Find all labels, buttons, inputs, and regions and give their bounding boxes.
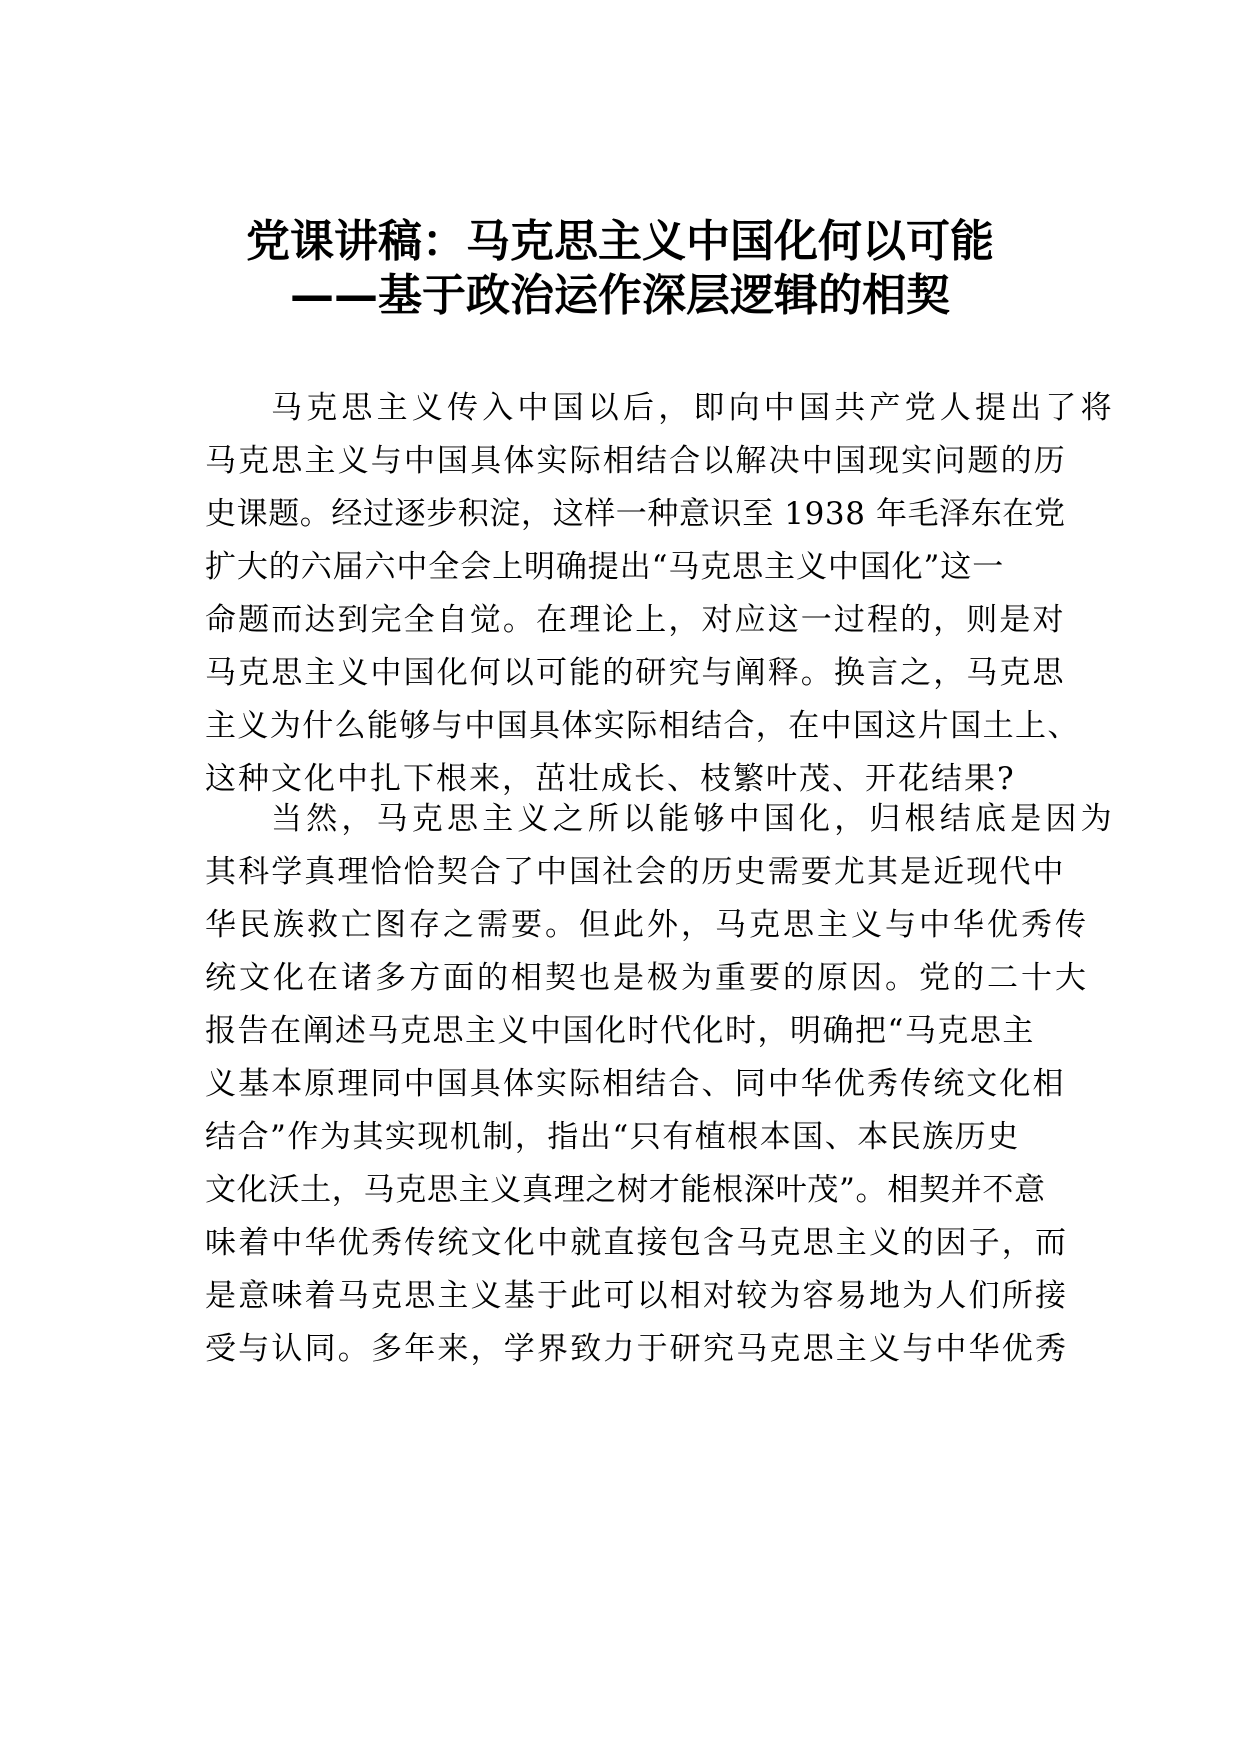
- paragraph-line: 报告在阐述马克思主义中国化时代化时，明确把“马克思主: [205, 1013, 1035, 1049]
- paragraph-line: 华民族救亡图存之需要。但此外，马克思主义与中华优秀传: [205, 907, 1089, 943]
- paragraph-line: 这种文化中扎下根来，茁壮成长、枝繁叶茂、开花结果?: [205, 761, 1016, 797]
- paragraph-line: 马克思主义传入中国以后，即向中国共产党人提出了将: [271, 390, 1116, 426]
- paragraph-line: 史课题。经过逐步积淀，这样一种意识至 1938 年毛泽东在党: [205, 496, 1066, 532]
- paragraph-line: 统文化在诸多方面的相契也是极为重要的原因。党的二十大: [205, 960, 1089, 996]
- paragraph-line: 扩大的六届六中全会上明确提出“马克思主义中国化”这一: [205, 549, 1005, 585]
- paragraph-line: 主义为什么能够与中国具体实际相结合，在中国这片国土上、: [205, 708, 1080, 744]
- paragraph-line: 其科学真理恰恰契合了中国社会的历史需要尤其是近现代中: [205, 854, 1066, 890]
- document-title-line-2: ——基于政治运作深层逻辑的相契: [290, 270, 950, 321]
- paragraph-line: 是意味着马克思主义基于此可以相对较为容易地为人们所接: [205, 1278, 1069, 1314]
- paragraph-line: 文化沃土，马克思主义真理之树才能根深叶茂”。相契并不意: [205, 1172, 1046, 1208]
- paragraph-line: 结合”作为其实现机制，指出“只有植根本国、本民族历史: [205, 1119, 1020, 1155]
- document-title-line-1: 党课讲稿：马克思主义中国化何以可能: [246, 216, 994, 267]
- paragraph-line: 受与认同。多年来，学界致力于研究马克思主义与中华优秀: [205, 1331, 1069, 1367]
- paragraph-line: 马克思主义与中国具体实际相结合以解决中国现实问题的历: [205, 443, 1067, 479]
- paragraph-line: 义基本原理同中国具体实际相结合、同中华优秀传统文化相: [205, 1066, 1066, 1102]
- paragraph-line: 马克思主义中国化何以可能的研究与阐释。换言之，马克思: [205, 655, 1066, 691]
- paragraph-line: 命题而达到完全自觉。在理论上，对应这一过程的，则是对: [205, 602, 1066, 638]
- paragraph-line: 味着中华优秀传统文化中就直接包含马克思主义的因子，而: [205, 1225, 1069, 1261]
- paragraph-line: 当然，马克思主义之所以能够中国化，归根结底是因为: [271, 801, 1116, 837]
